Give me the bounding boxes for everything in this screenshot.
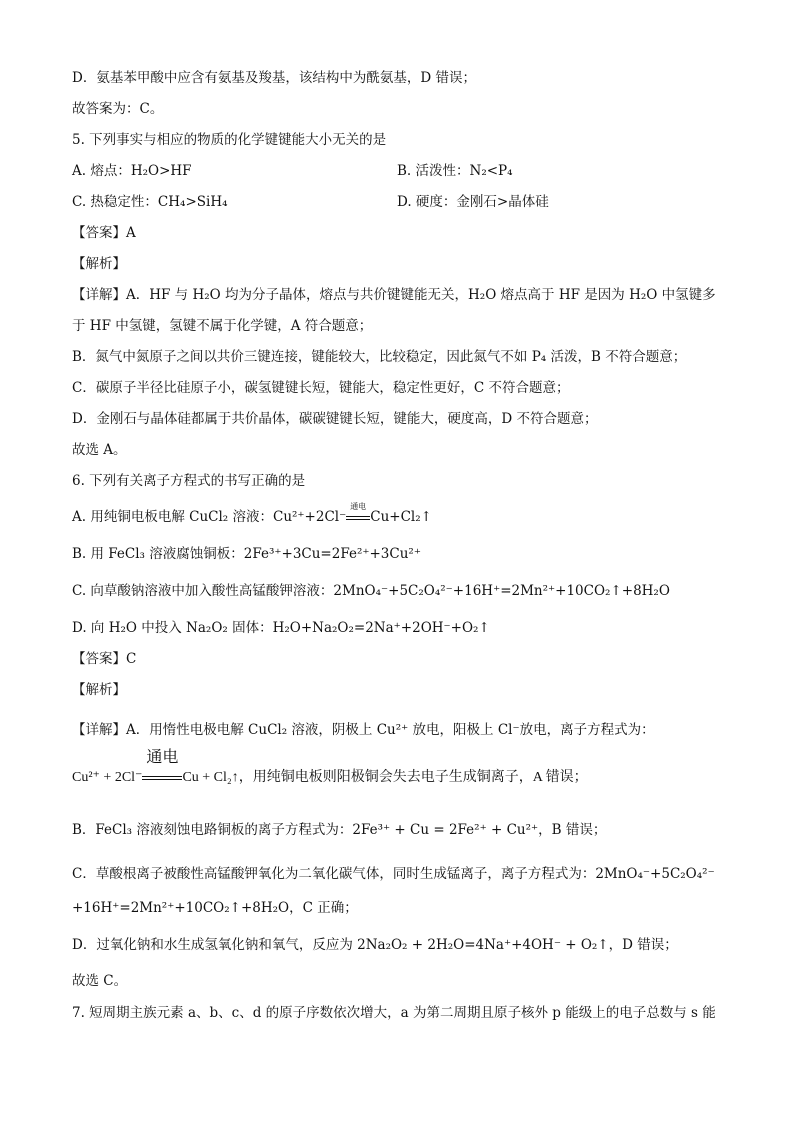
text-line: D．氨基苯甲酸中应含有氨基及羧基，该结构中为酰氨基，D 错误；: [72, 70, 476, 86]
detail-line: 于 HF 中氢键，氢键不属于化学键，A 符合题意；: [72, 318, 373, 334]
question-6-option-b: B. 用 FeCl₃ 溶液腐蚀铜板：2Fe³⁺+3Cu=2Fe²⁺+3Cu²⁺: [72, 546, 421, 562]
detail-line: +16H⁺=2Mn²⁺+10CO₂↑+8H₂O，C 正确；: [72, 900, 358, 916]
detail-line: D．金刚石与晶体硅都属于共价晶体，碳碳键键长短，键能大，硬度高，D 不符合题意；: [72, 411, 598, 427]
answer-label-5: 【答案】A: [72, 225, 136, 241]
question-5-option-c: C. 热稳定性：CH₄>SiH₄: [72, 194, 228, 210]
detail-equation-line: [72, 749, 588, 788]
electrolysis-arrow: [346, 502, 370, 527]
answer-label-6: 【答案】C: [72, 651, 137, 667]
question-7-stem: 7. 短周期主族元素 a、b、c、d 的原子序数依次增大，a 为第二周期且原子核外 p 能级上的电子总数与 s 能: [72, 1005, 716, 1021]
detail-line: 故选 A。: [72, 442, 127, 458]
equation-left: Cu²⁺ + 2Cl⁻: [72, 770, 143, 785]
detail-line: D．过氧化钠和水生成氢氧化钠和氧气，反应为 2Na₂O₂ + 2H₂O=4Na⁺+4OH⁻ + O₂↑，D 错误；: [72, 937, 678, 953]
question-6-stem: 6. 下列有关离子方程式的书写正确的是: [72, 473, 306, 489]
arrow-label: 通电: [146, 749, 179, 766]
detail-line: C．草酸根离子被酸性高锰酸钾氧化为二氧化碳气体，同时生成锰离子，离子方程式为：2MnO₄⁻+5C₂O₄²⁻: [72, 866, 715, 882]
question-5-option-a: A. 熔点：H₂O>HF: [72, 163, 192, 179]
equation-left: A. 用纯铜电板电解 CuCl₂ 溶液：Cu²⁺+2Cl⁻: [72, 509, 347, 525]
detail-line: B．氮气中氮原子之间以共价三键连接，键能较大，比较稳定，因此氮气不如 P₄ 活泼，B 不符合题意；: [72, 349, 687, 365]
detail-line: 故选 C。: [72, 973, 128, 989]
text-line: 故答案为：C。: [72, 101, 164, 117]
question-5-option-b: B. 活泼性：N₂<P₄: [397, 163, 513, 179]
question-6-option-c: C. 向草酸钠溶液中加入酸性高锰酸钾溶液：2MnO₄⁻+5C₂O₄²⁻+16H⁺=2Mn²⁺+10CO₂↑+8H₂O: [72, 583, 670, 599]
question-5-stem: 5. 下列事实与相应的物质的化学键键能大小无关的是: [72, 132, 387, 148]
equation-right: Cu + Cl₂↑，用纯铜电板则阳极铜会失去电子生成铜离子，A 错误；: [182, 770, 588, 785]
analysis-label-5: 【解析】: [72, 256, 126, 272]
question-5-option-d: D. 硬度：金刚石>晶体硅: [397, 194, 549, 210]
analysis-label-6: 【解析】: [72, 682, 126, 698]
detail-line: 【详解】A．用惰性电极电解 CuCl₂ 溶液，阴极上 Cu²⁺ 放电，阳极上 Cl⁻放电，离子方程式为：: [72, 722, 655, 738]
question-6-option-d: D. 向 H₂O 中投入 Na₂O₂ 固体：H₂O+Na₂O₂=2Na⁺+2OH⁻+O₂↑: [72, 620, 490, 636]
detail-line: B．FeCl₃ 溶液刻蚀电路铜板的离子方程式为：2Fe³⁺ + Cu = 2Fe²⁺ + Cu²⁺，B 错误；: [72, 822, 607, 838]
detail-line: 【详解】A．HF 与 H₂O 均为分子晶体，熔点与共价键键能无关，H₂O 熔点高于 HF 是因为 H₂O 中氢键多: [72, 287, 716, 303]
arrow-label: 通电: [350, 502, 367, 511]
equation-right: Cu+Cl₂↑: [370, 509, 432, 525]
detail-line: C．碳原子半径比硅原子小，碳氢键键长短，键能大，稳定性更好，C 不符合题意；: [72, 380, 570, 396]
question-6-option-a: [72, 502, 432, 527]
electrolysis-arrow: [142, 749, 182, 788]
